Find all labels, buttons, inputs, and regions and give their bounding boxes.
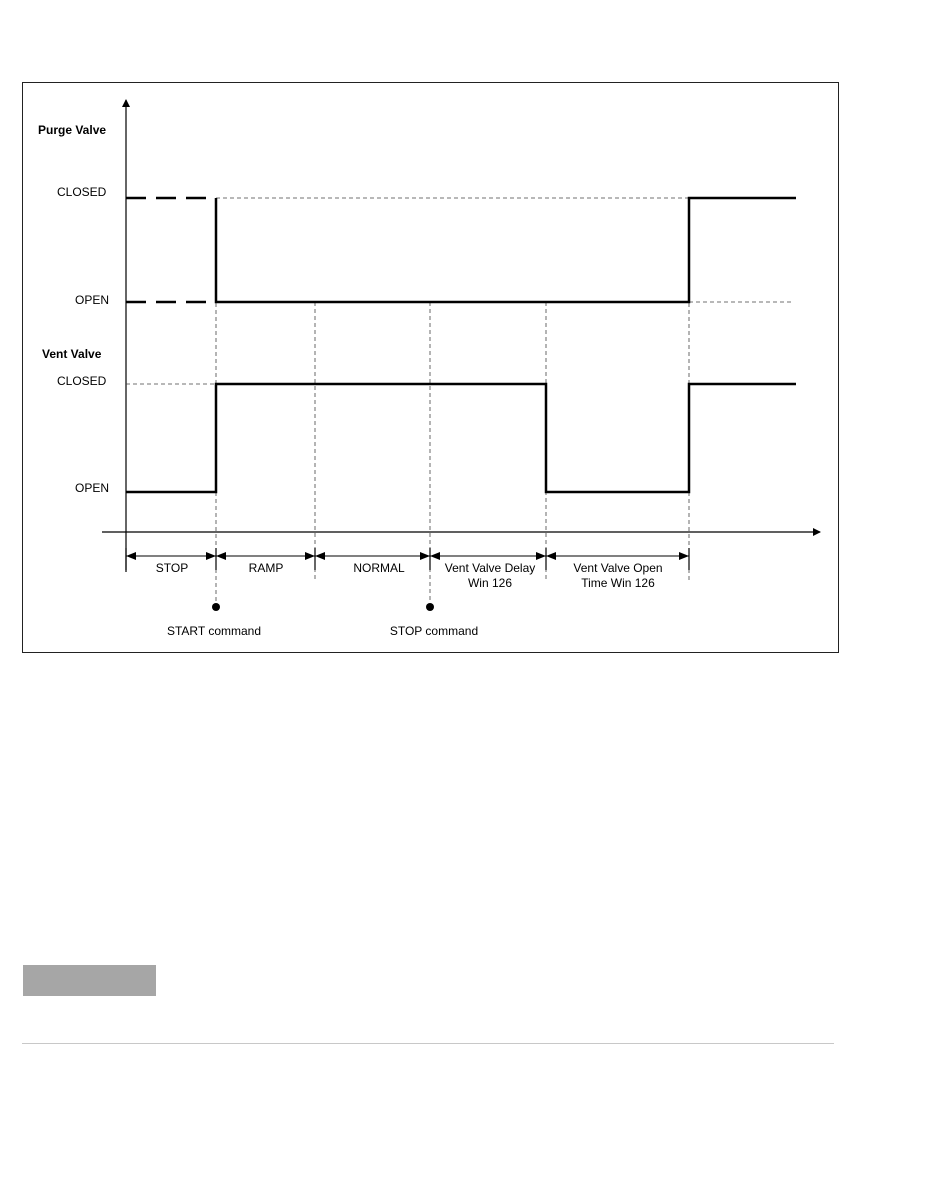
start-command-label: START command: [166, 624, 262, 638]
phase-boundary-guides: [216, 198, 689, 602]
section-tab-block: [23, 965, 156, 996]
vent-valve-signal: [126, 384, 796, 492]
purge-open-label: OPEN: [75, 293, 110, 307]
phase-label-ramp: RAMP: [248, 561, 284, 575]
stop-command-marker: [426, 603, 434, 611]
stop-command-label: STOP command: [389, 624, 479, 638]
valve-timing-diagram: [22, 82, 839, 653]
phase-label-vent-delay-line1: Vent Valve Delay: [444, 561, 536, 575]
vent-closed-label: CLOSED: [57, 374, 107, 388]
phase-label-stop: STOP: [155, 561, 189, 575]
phase-label-vent-delay-line2: Win 126: [467, 576, 513, 590]
vent-open-label: OPEN: [75, 481, 110, 495]
level-reference-lines: [126, 198, 794, 384]
phase-label-vent-open-line1: Vent Valve Open: [573, 561, 663, 575]
purge-closed-label: CLOSED: [57, 185, 107, 199]
footer-divider: [22, 1043, 834, 1044]
phase-label-normal: NORMAL: [353, 561, 405, 575]
purge-valve-title: Purge Valve: [38, 123, 107, 137]
vent-valve-title: Vent Valve: [42, 347, 102, 361]
phase-label-vent-open-line2: Time Win 126: [581, 576, 655, 590]
purge-valve-signal: [216, 198, 796, 302]
start-command-marker: [212, 603, 220, 611]
purge-valve-initial-state: [126, 198, 216, 302]
